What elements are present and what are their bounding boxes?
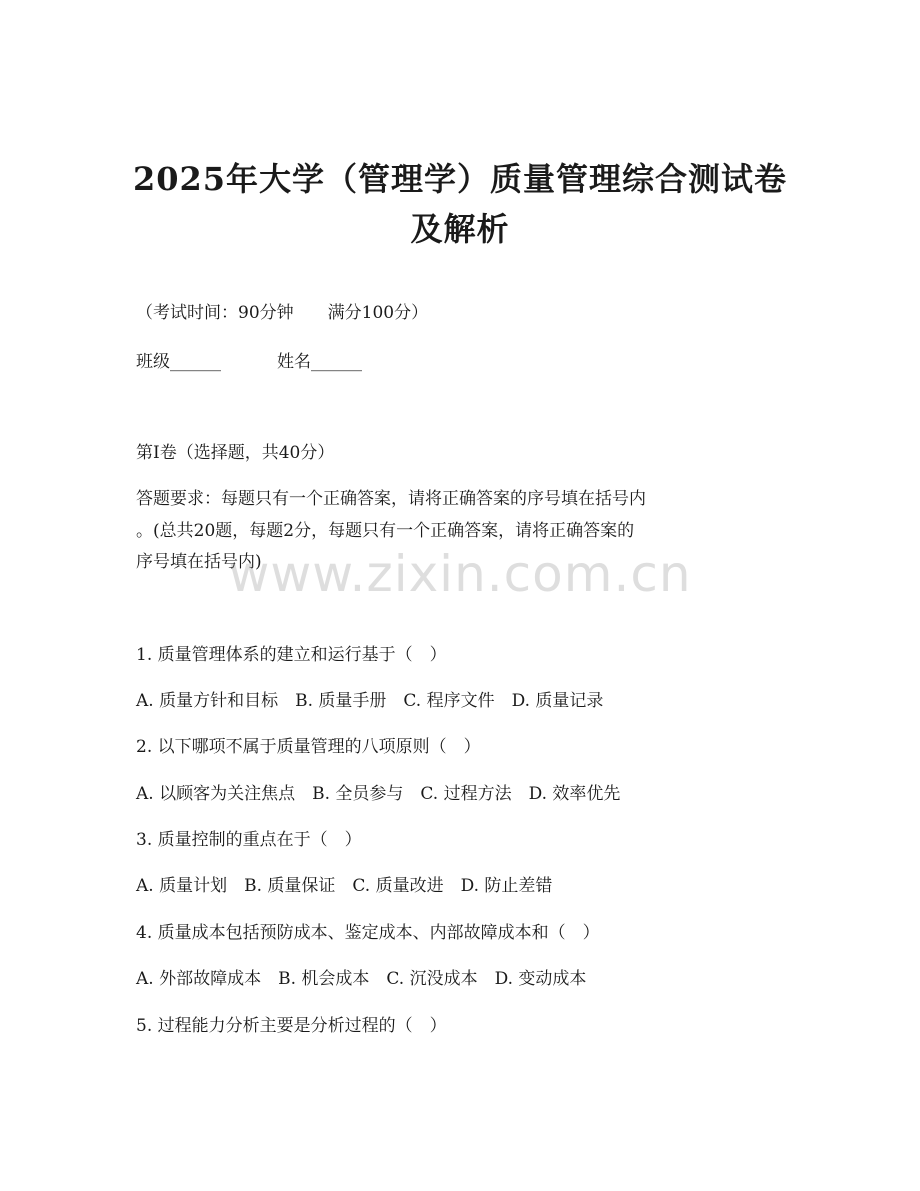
name-field-label: 姓名______ bbox=[277, 352, 362, 372]
question-3: 3. 质量控制的重点在于（ ） bbox=[136, 830, 362, 850]
section-heading: 第Ⅰ卷（选择题，共40分） bbox=[136, 443, 335, 463]
question-4: 4. 质量成本包括预防成本、鉴定成本、内部故障成本和（ ） bbox=[136, 923, 600, 943]
exam-info: （考试时间：90分钟 满分100分） bbox=[136, 303, 429, 323]
exam-title-line-1: 2025年大学（管理学）质量管理综合测试卷 bbox=[132, 160, 788, 198]
class-field-label: 班级______ bbox=[136, 352, 221, 372]
question-1-options: A. 质量方针和目标 B. 质量手册 C. 程序文件 D. 质量记录 bbox=[136, 691, 604, 711]
instruction-line-1: 答题要求：每题只有一个正确答案，请将正确答案的序号填在括号内 bbox=[136, 489, 646, 509]
question-2-options: A. 以顾客为关注焦点 B. 全员参与 C. 过程方法 D. 效率优先 bbox=[136, 784, 621, 804]
question-5: 5. 过程能力分析主要是分析过程的（ ） bbox=[136, 1016, 447, 1036]
question-3-options: A. 质量计划 B. 质量保证 C. 质量改进 D. 防止差错 bbox=[136, 876, 553, 896]
instruction-line-3: 序号填在括号内) bbox=[136, 552, 262, 572]
watermark: www.zixin.com.cn bbox=[228, 545, 692, 603]
question-4-options: A. 外部故障成本 B. 机会成本 C. 沉没成本 D. 变动成本 bbox=[136, 969, 587, 989]
instruction-line-2: 。(总共20题，每题2分，每题只有一个正确答案，请将正确答案的 bbox=[136, 521, 635, 541]
exam-title-line-2: 及解析 bbox=[410, 210, 510, 248]
question-1: 1. 质量管理体系的建立和运行基于（ ） bbox=[136, 645, 447, 665]
question-2: 2. 以下哪项不属于质量管理的八项原则（ ） bbox=[136, 737, 481, 757]
student-fields bbox=[136, 348, 362, 376]
